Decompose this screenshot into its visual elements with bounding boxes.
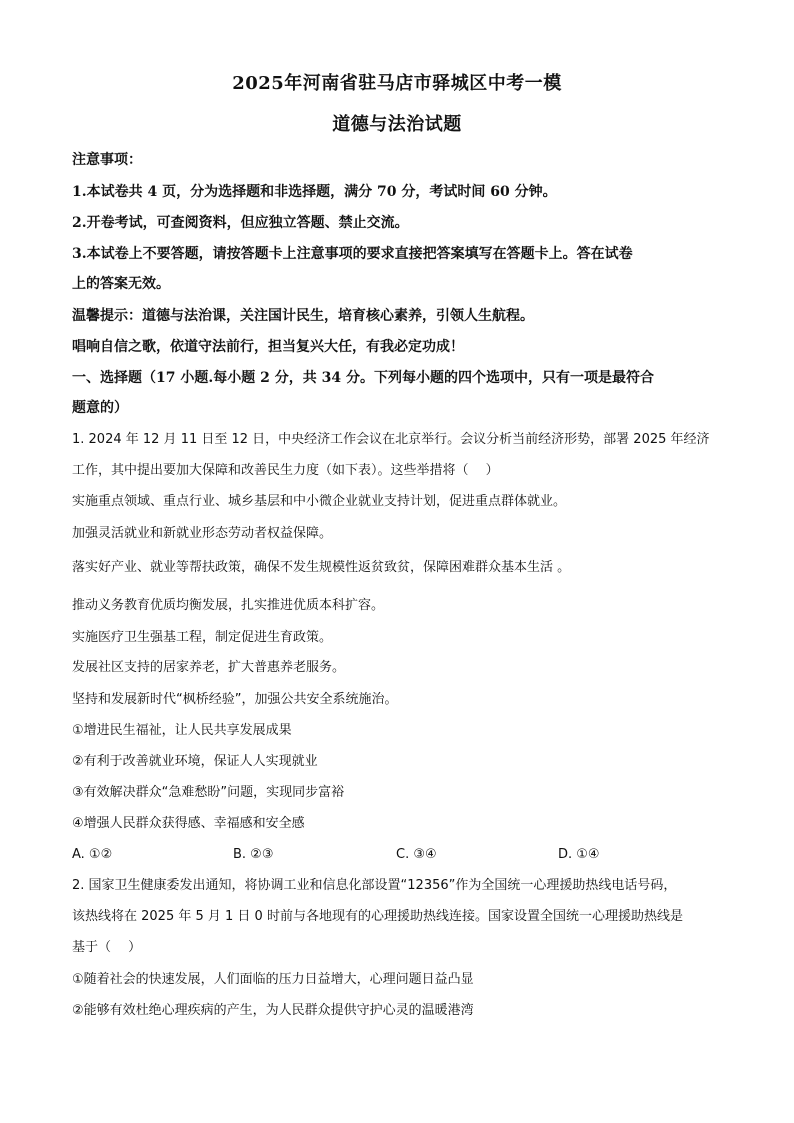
slogan: 唱响自信之歌，依道守法前行，担当复兴大任，有我必定功成！: [72, 339, 464, 355]
notes-heading: 注意事项：: [72, 152, 142, 168]
section-heading-line-1: 一、选择题（17 小题.每小题 2 分，共 34 分。下列每小题的四个选项中，只有一项是最符合: [72, 370, 654, 386]
q1-option-b: B. ②③: [233, 847, 274, 862]
exam-subject-title: 道德与法治试题: [332, 114, 462, 135]
note-item-1: 1.本试卷共 4 页，分为选择题和非选择题，满分 70 分，考试时间 60 分钟。: [72, 184, 557, 200]
q2-stem-line-1: 2. 国家卫生健康委发出通知，将协调工业和信息化部设置“12356”作为全国统一心理援助热线电话号码，: [72, 878, 677, 893]
note-item-3-line-2: 上的答案无效。: [72, 276, 170, 292]
q2-statement-2: ②能够有效杜绝心理疾病的产生，为人民群众提供守护心灵的温暖港湾: [72, 1003, 474, 1018]
q2-stem-line-3: 基于（ ）: [72, 940, 142, 955]
exam-title: 2025年河南省驻马店市驿城区中考一模: [232, 73, 562, 94]
q1-statement-1: ①增进民生福祉，让人民共享发展成果: [72, 723, 292, 738]
q1-table-row: 加强灵活就业和新就业形态劳动者权益保障。: [72, 526, 333, 541]
q1-option-d: D. ①④: [558, 847, 600, 862]
q1-table-row: 落实好产业、就业等帮扶政策，确保不发生规模性返贫致贫，保障困难群众基本生活 。: [72, 560, 571, 575]
warm-tip: 温馨提示：道德与法治课，关注国计民生，培育核心素养，引领人生航程。: [72, 308, 534, 324]
q1-table-row: 实施医疗卫生强基工程，制定促进生育政策。: [72, 630, 333, 645]
section-heading-line-2: 题意的）: [72, 400, 128, 416]
q2-stem-line-2: 该热线将在 2025 年 5 月 1 日 0 时前与各地现有的心理援助热线连接。国家设置全国统一心理援助热线是: [72, 909, 683, 924]
q1-table-row: 实施重点领域、重点行业、城乡基层和中小微企业就业支持计划，促进重点群体就业。: [72, 494, 567, 509]
q1-option-c: C. ③④: [396, 847, 437, 862]
q1-table-row: 发展社区支持的居家养老，扩大普惠养老服务。: [72, 660, 346, 675]
q1-statement-2: ②有利于改善就业环境，保证人人实现就业: [72, 754, 318, 769]
q1-stem-line-1: 1. 2024 年 12 月 11 日至 12 日，中央经济工作会议在北京举行。会议分析当前经济形势，部署 2025 年经济: [72, 432, 710, 447]
q1-option-a: A. ①②: [72, 847, 113, 862]
q1-statement-4: ④增强人民群众获得感、幸福感和安全感: [72, 816, 305, 831]
q2-statement-1: ①随着社会的快速发展，人们面临的压力日益增大，心理问题日益凸显: [72, 972, 474, 987]
note-item-3-line-1: 3.本试卷上不要答题，请按答题卡上注意事项的要求直接把答案填写在答题卡上。答在试卷: [72, 246, 633, 262]
q1-stem-line-2: 工作，其中提出要加大保障和改善民生力度（如下表）。这些举措将（ ）: [72, 463, 499, 478]
q1-statement-3: ③有效解决群众“急难愁盼”问题，实现同步富裕: [72, 785, 345, 800]
note-item-2: 2.开卷考试，可查阅资料，但应独立答题、禁止交流。: [72, 215, 409, 231]
q1-table-row: 推动义务教育优质均衡发展，扎实推进优质本科扩容。: [72, 598, 385, 613]
q1-table-row: 坚持和发展新时代“枫桥经验”，加强公共安全系统施治。: [72, 692, 398, 707]
